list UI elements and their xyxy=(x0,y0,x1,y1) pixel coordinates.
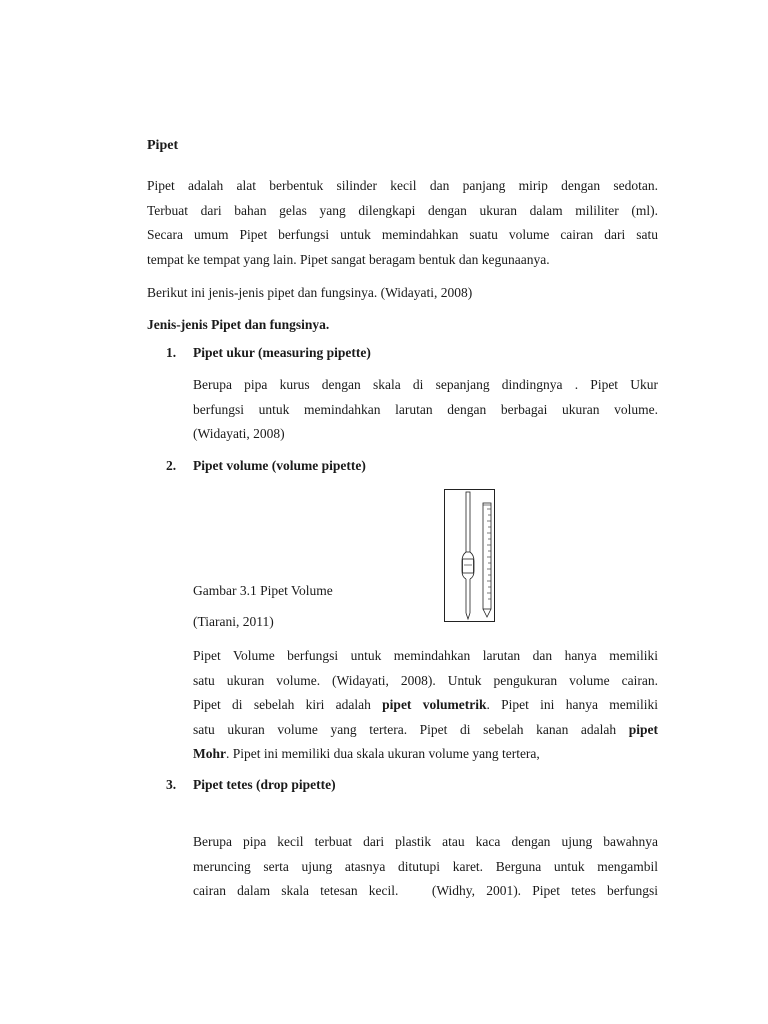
paragraph-line: (Widayati, 2008) xyxy=(193,426,285,441)
intro-paragraph xyxy=(147,174,658,272)
list-number: 1. xyxy=(166,345,177,360)
text-run: . Pipet ini hanya memiliki xyxy=(486,697,658,712)
section-heading: Jenis-jenis Pipet dan fungsinya. xyxy=(147,317,330,332)
bold-term: pipet xyxy=(628,721,658,737)
list-item-paragraph xyxy=(193,644,658,767)
paragraph-line: Berupa pipa kecil terbuat dari plastik atau kaca dengan ujung bawahnya xyxy=(193,834,658,849)
list-item-paragraph xyxy=(193,373,658,447)
list-number: 2. xyxy=(166,458,177,473)
figure-caption: Gambar 3.1 Pipet Volume xyxy=(193,583,333,598)
pipette-figure xyxy=(444,489,496,623)
text-run: Pipet di sebelah kiri adalah xyxy=(193,697,371,712)
intro-line: tempat ke tempat yang lain. Pipet sangat beragam bentuk dan kegunaanya. xyxy=(147,251,550,267)
list-item-heading: Pipet tetes (drop pipette) xyxy=(193,777,336,792)
figure-source: (Tiarani, 2011) xyxy=(193,614,274,629)
paragraph-line: berfungsi untuk memindahkan larutan dengan berbagai ukuran volume. xyxy=(193,401,658,417)
paragraph-line xyxy=(193,693,658,718)
paragraph-line: cairan dalam skala tetesan kecil. (Widhy, 2001). Pipet tetes berfungsi xyxy=(193,883,658,898)
intro-line: Pipet adalah alat berbentuk silinder kecil dan panjang mirip dengan sedotan. xyxy=(147,178,658,193)
paragraph-line xyxy=(193,718,658,743)
intro-line: Secara umum Pipet berfungsi untuk memindahkan suatu volume cairan dari satu xyxy=(147,227,658,242)
bold-term: pipet volumetrik xyxy=(382,697,487,712)
list-item-heading: Pipet volume (volume pipette) xyxy=(193,458,366,473)
text-run: satu ukuran volume yang tertera. Pipet di sebelah kanan adalah xyxy=(193,721,617,737)
page-title: Pipet xyxy=(147,138,179,153)
paragraph-line: satu ukuran volume. (Widayati, 2008). Untuk pengukuran volume cairan. xyxy=(193,672,658,688)
paragraph-line: meruncing serta ujung atasnya ditutupi karet. Berguna untuk mengambil xyxy=(193,858,658,874)
bold-term: Mohr xyxy=(193,746,226,761)
paragraph-line: Berupa pipa kurus dengan skala di sepanjang dindingnya . Pipet Ukur xyxy=(193,377,658,392)
text-run: . Pipet ini memiliki dua skala ukuran volume yang tertera, xyxy=(226,746,540,761)
list-item-paragraph xyxy=(193,830,658,904)
paragraph-line: Pipet Volume berfungsi untuk memindahkan larutan dan hanya memiliki xyxy=(193,648,658,663)
list-item-heading: Pipet ukur (measuring pipette) xyxy=(193,345,371,360)
list-number: 3. xyxy=(166,777,177,792)
intro-sentence: Berikut ini jenis-jenis pipet dan fungsinya. (Widayati, 2008) xyxy=(147,285,473,300)
pipette-illustration xyxy=(444,489,496,623)
intro-line: Terbuat dari bahan gelas yang dilengkapi dengan ukuran dalam mililiter (ml). xyxy=(147,202,658,218)
paragraph-line xyxy=(193,742,658,767)
